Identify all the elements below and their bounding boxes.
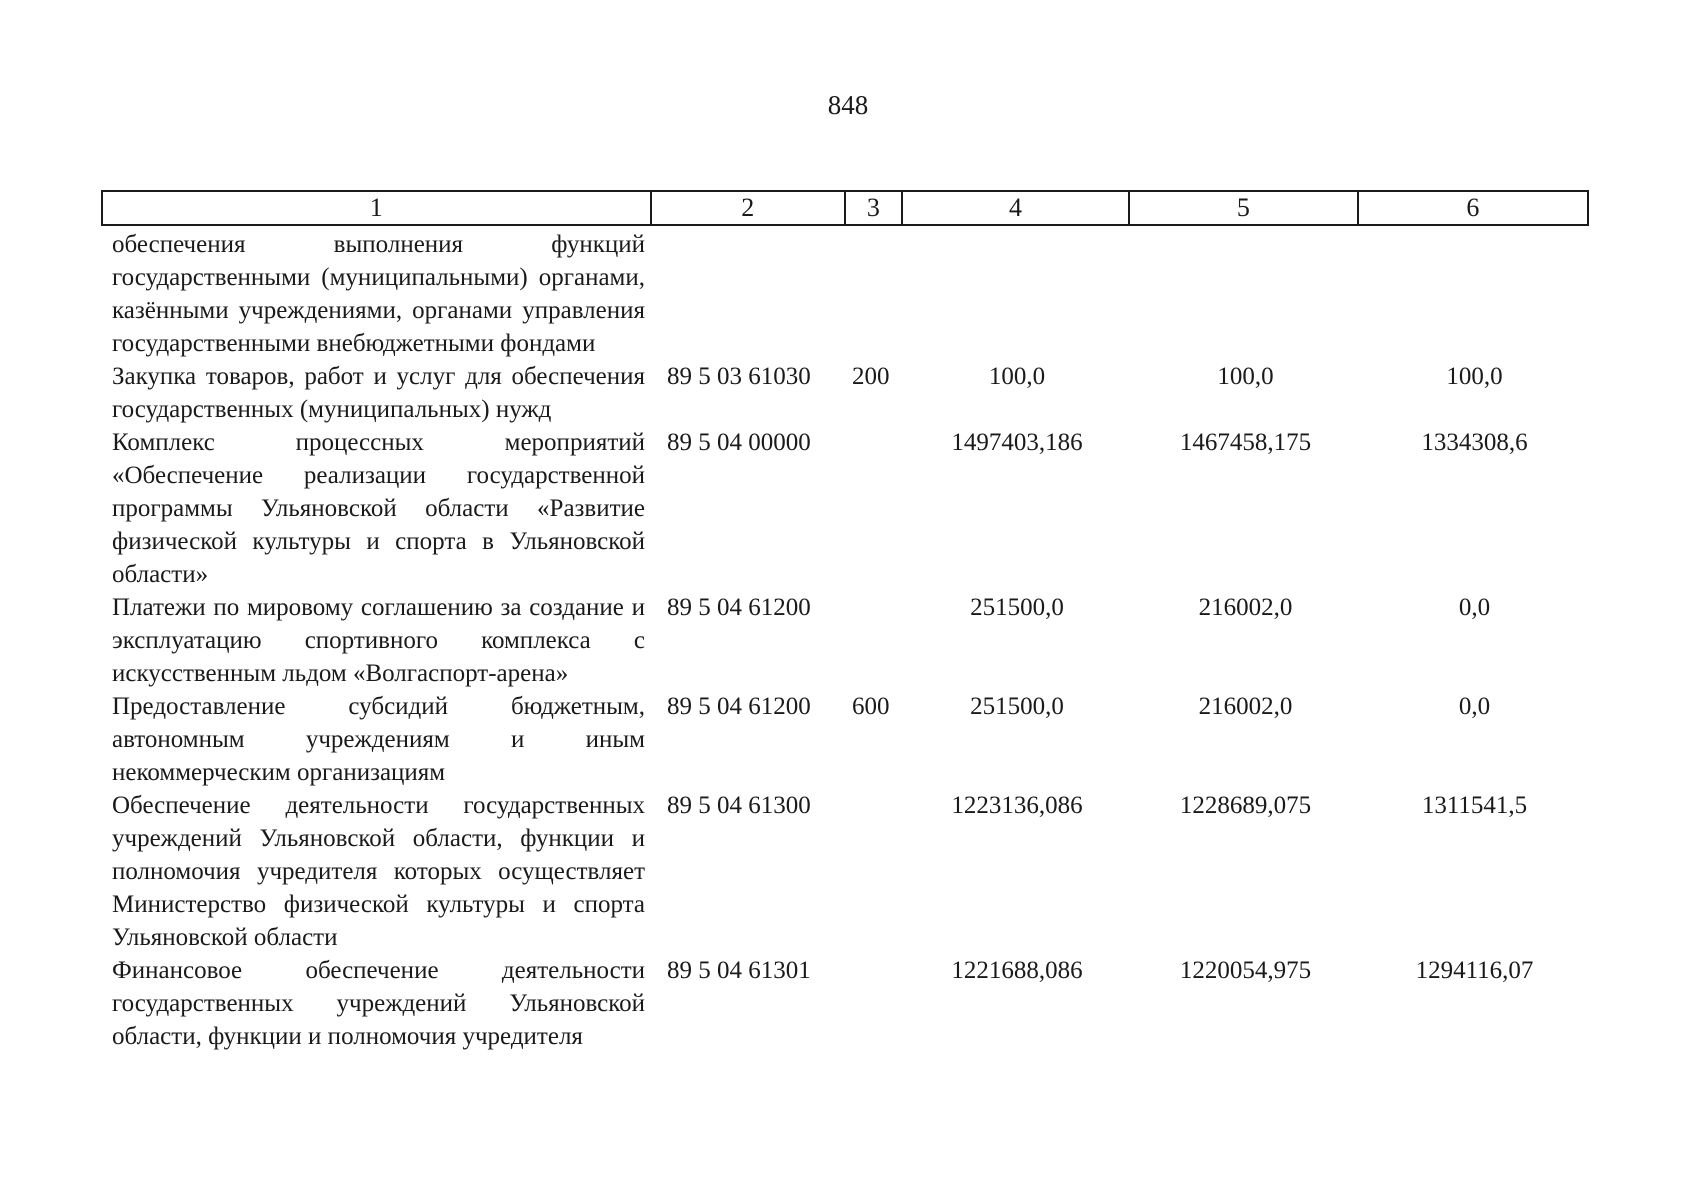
header-col-4: 4 [903, 192, 1130, 224]
row-value-6: 100,0 [1446, 363, 1503, 390]
row-value-6: 0,0 [1458, 594, 1491, 621]
row-code: 89 5 03 61030 [667, 363, 811, 390]
table-header [101, 190, 1589, 226]
table-row [101, 360, 1589, 426]
row-value-4: 1497403,186 [951, 429, 1083, 456]
table-row [101, 591, 1589, 690]
row-value-4: 251500,0 [970, 693, 1064, 720]
header-col-1: 1 [103, 192, 652, 224]
row-code [651, 228, 846, 360]
row-code: 89 5 04 00000 [667, 429, 811, 456]
row-type [846, 591, 903, 690]
row-value-6: 1311541,5 [1421, 792, 1528, 819]
row-description: обеспечения выполнения функций государственными (муниципальными) органами, казёнными учреждениями, органами управления государственными внебюджетными фондами [112, 231, 645, 357]
row-type: 200 [852, 363, 890, 390]
row-description: Закупка товаров, работ и услуг для обеспечения государственных (муниципальных) нужд [112, 363, 645, 423]
row-value-4: 1223136,086 [951, 792, 1083, 819]
row-value-5: 1220054,975 [1179, 957, 1312, 984]
header-col-2: 2 [652, 192, 846, 224]
row-type: 600 [852, 693, 890, 720]
table-row [101, 228, 1589, 360]
row-value-4: 1221688,086 [951, 957, 1083, 984]
row-type [846, 789, 903, 954]
row-value-4: 251500,0 [970, 594, 1064, 621]
row-value-5: 216002,0 [1198, 594, 1293, 621]
table-body [101, 228, 1589, 1053]
row-value-5: 216002,0 [1198, 693, 1293, 720]
row-value-5: 100,0 [1217, 363, 1274, 390]
row-value-5: 1467458,175 [1179, 429, 1312, 456]
row-code: 89 5 04 61200 [667, 693, 811, 720]
row-description: Комплекс процессных мероприятий «Обеспечение реализации государственной программы Ульяновской области «Развитие физической культуры и спорта в Ульяновской области» [112, 429, 645, 588]
row-value-5 [1131, 228, 1360, 360]
row-value-5: 1228689,075 [1179, 792, 1312, 819]
header-col-6: 6 [1466, 193, 1480, 222]
row-type [846, 228, 903, 360]
row-description: Обеспечение деятельности государственных учреждений Ульяновской области, функции и полномочия учредителя которых осуществляет Министерство физической культуры и спорта Ульяновской области [112, 792, 645, 951]
row-type [846, 426, 903, 591]
table-row [101, 690, 1589, 789]
row-value-4 [903, 228, 1131, 360]
row-value-6 [1360, 228, 1589, 360]
row-code: 89 5 04 61301 [667, 957, 811, 984]
row-code: 89 5 04 61200 [667, 594, 811, 621]
row-value-6: 1334308,6 [1421, 429, 1528, 456]
header-col-5: 5 [1130, 192, 1358, 224]
row-type [846, 954, 903, 1053]
row-value-6: 1294116,07 [1415, 957, 1534, 984]
row-description: Платежи по мировому соглашению за создание и эксплуатацию спортивного комплекса с искусственным льдом «Волгаспорт-арена» [112, 594, 645, 687]
row-value-6: 0,0 [1458, 693, 1491, 720]
table-row [101, 954, 1589, 1053]
header-col-3: 3 [846, 192, 903, 224]
row-description: Финансовое обеспечение деятельности государственных учреждений Ульяновской области, функции и полномочия учредителя [112, 957, 645, 1050]
row-value-4: 100,0 [988, 363, 1046, 390]
row-code: 89 5 04 61300 [667, 792, 811, 819]
row-description: Предоставление субсидий бюджетным, автономным учреждениям и иным некоммерческим организациям [112, 693, 645, 786]
table-row [101, 426, 1589, 591]
table-row [101, 789, 1589, 954]
page-number: 848 [827, 90, 869, 120]
